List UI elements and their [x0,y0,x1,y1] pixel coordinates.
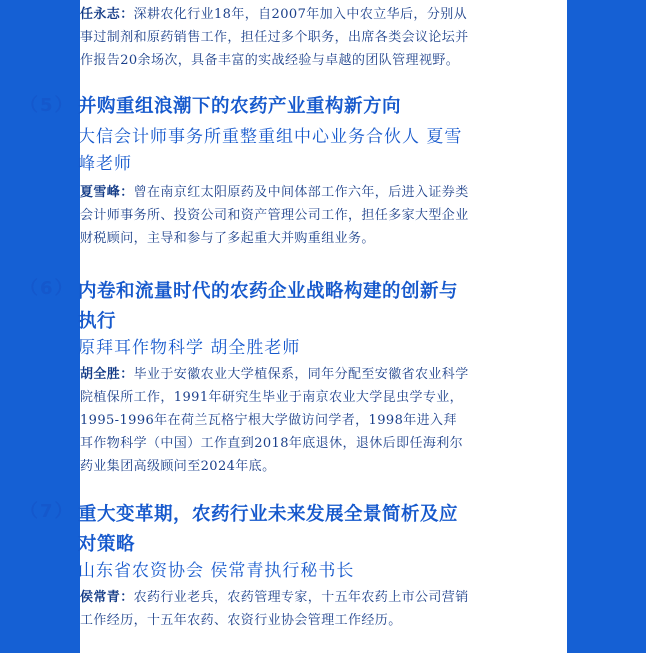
speaker-intro [80,181,470,250]
agenda-item-speaker: 山东省农资协会 侯常青执行秘书长 [78,561,355,581]
speaker-intro [80,363,470,478]
agenda-item-number: （6） [20,278,75,299]
speaker-intro-name: 任永志： [80,7,134,22]
speaker-intro-name: 夏雪峰： [80,185,134,200]
agenda-item-title: 重大变革期，农药行业未来发展全景简析及应对策略 [78,504,459,555]
agenda-item-number: （7） [20,501,75,522]
agenda-item-title: 并购重组浪潮下的农药产业重构新方向 [78,96,402,117]
agenda-item-title: 内卷和流量时代的农药企业战略构建的创新与执行 [78,281,459,332]
speaker-intro [80,586,470,632]
speaker-intro [80,3,470,72]
agenda-item-speaker: 原拜耳作物科学 胡全胜老师 [78,338,301,358]
agenda-item-number: （5） [20,95,75,116]
speaker-intro-text: 深耕农化行业18年，自2007年加入中农立华后，分别从事过制剂和原药销售工作，担任过多个职务，出席各类会议论坛并作报告20余场次，具备丰富的实战经验与卓越的团队管理视野。 [80,7,469,68]
speaker-intro-text: 农药行业老兵，农药管理专家，十五年农药上市公司营销工作经历，十五年农药、农资行业协会管理工作经历。 [80,590,469,628]
agenda-item-speaker: 大信会计师事务所重整重组中心业务合伙人 夏雪峰老师 [78,127,463,174]
speaker-intro-text: 曾在南京红太阳原药及中间体部工作六年，后进入证券类会计师事务所、投资公司和资产管理公司工作，担任多家大型企业财税顾问，主导和参与了多起重大并购重组业务。 [80,185,469,246]
speaker-intro-name: 侯常青： [80,590,134,605]
speaker-intro-name: 胡全胜： [80,367,134,382]
speaker-intro-text: 毕业于安徽农业大学植保系，同年分配至安徽省农业科学院植保所工作，1991年研究生毕业于南京农业大学昆虫学专业，1995-1996年在荷兰瓦格宁根大学做访问学者，1998年进入拜耳作物科学（中国）工作直到2018年底退休，退休后即任海利尔药业集团高级顾问至2024年底。 [80,367,469,474]
